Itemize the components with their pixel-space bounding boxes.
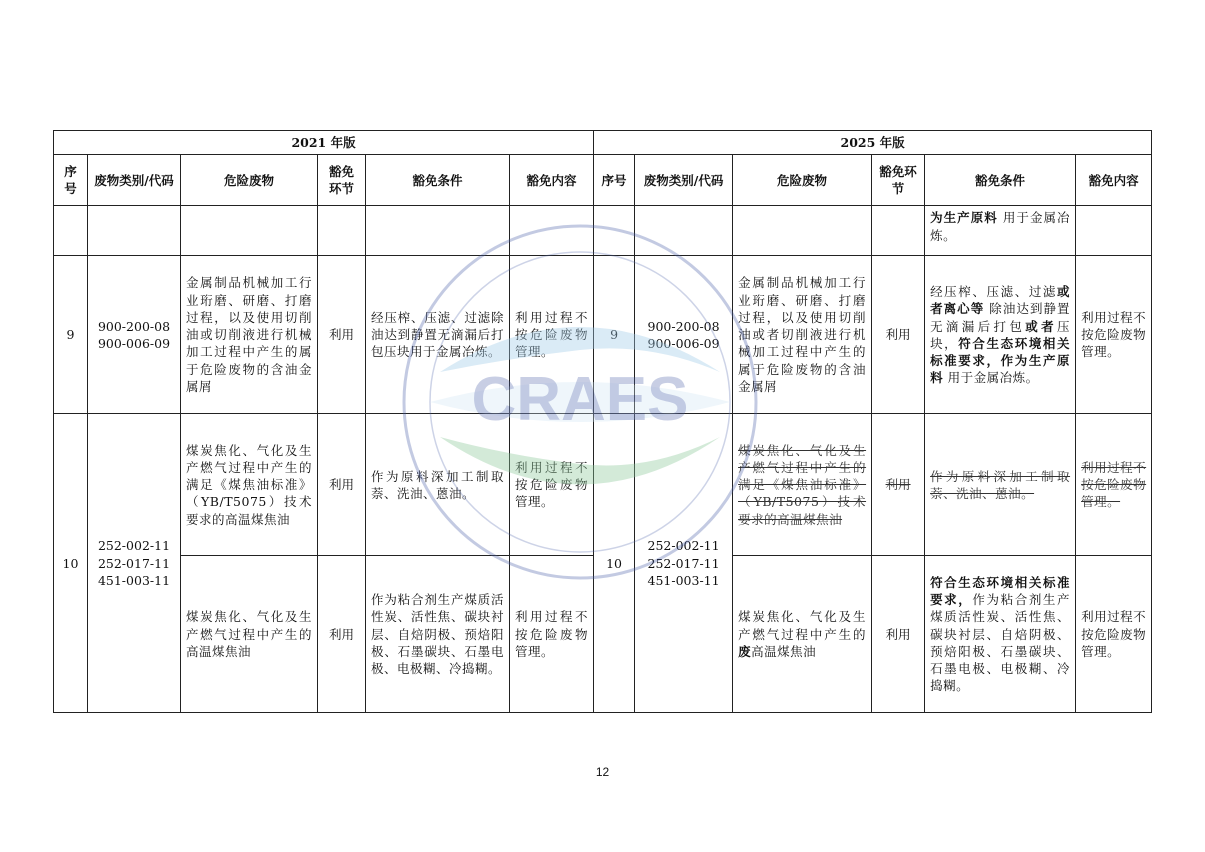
header-content-2025: 豁免内容: [1076, 155, 1152, 206]
codes-9-2025: 900-200-08 900-006-09: [635, 256, 733, 414]
waste-10a-2021: 煤炭焦化、气化及生产燃气过程中产生的满足《煤焦油标准》（YB/T5075）技术要求的高温煤焦油: [181, 414, 318, 556]
table-row-9: [54, 256, 1152, 414]
content-9-2025: 利用过程不按危险废物管理。: [1076, 256, 1152, 414]
stage-9-2021: 利用: [318, 256, 366, 414]
stage-10a-2021: 利用: [318, 414, 366, 556]
header-stage-2021: 豁免环节: [318, 155, 366, 206]
header-category-2025: 废物类别/代码: [635, 155, 733, 206]
conditions-10b-2025: 符合生态环境相关标准要求，作为粘合剂生产煤质活性炭、活性焦、碳块衬层、自焙阴极、预焙阳极、石墨碳块、石墨电极、电极糊、冷捣糊。: [925, 556, 1076, 713]
stage-10b-2025: 利用: [872, 556, 925, 713]
content-10a-2025-deleted: 利用过程不按危险废物管理。: [1076, 414, 1152, 556]
exemption-comparison-table: [53, 130, 1152, 713]
watermark-logo-text: CRAES: [471, 365, 689, 434]
waste-10b-2025: 煤炭焦化、气化及生产燃气过程中产生的废高温煤焦油: [733, 556, 872, 713]
cont-conditions-2025: 为生产原料 用于金属冶炼。: [925, 206, 1076, 256]
version-header-row: [54, 131, 1152, 155]
waste-10b-2021: 煤炭焦化、气化及生产燃气过程中产生的高温煤焦油: [181, 556, 318, 713]
header-content-2021: 豁免内容: [510, 155, 594, 206]
codes-10-2021: 252-002-11 252-017-11 451-003-11: [88, 414, 181, 713]
seq-9-2021: 9: [54, 256, 88, 414]
seq-10-2025: 10: [594, 414, 635, 713]
continuation-row: [54, 206, 1152, 256]
conditions-9-2025: 经压榨、压滤、过滤或者离心等 除油达到静置无滴漏后打包或者压块，符合生态环境相关标准要求，作为生产原料 用于金属冶炼。: [925, 256, 1076, 414]
version-2021: 2021 年版: [54, 131, 594, 155]
content-10b-2025: 利用过程不按危险废物管理。: [1076, 556, 1152, 713]
content-10a-2021: 利用过程不按危险废物管理。: [510, 414, 594, 556]
conditions-9-2021: 经压榨、压滤、过滤除油达到静置无滴漏后打包压块用于金属冶炼。: [366, 256, 510, 414]
header-conditions-2021: 豁免条件: [366, 155, 510, 206]
header-seq-2021: 序号: [54, 155, 88, 206]
seq-10-2021: 10: [54, 414, 88, 713]
waste-10a-2025-deleted: 煤炭焦化、气化及生产燃气过程中产生的满足《煤焦油标准》（YB/T5075）技术要求的高温煤焦油: [733, 414, 872, 556]
codes-9-2021: 900-200-08 900-006-09: [88, 256, 181, 414]
table-row-10a: [54, 414, 1152, 556]
conditions-10b-2021: 作为粘合剂生产煤质活性炭、活性焦、碳块衬层、自焙阴极、预焙阳极、石墨碳块、石墨电极、电极糊、冷捣糊。: [366, 556, 510, 713]
page-number: 12: [595, 765, 610, 779]
stage-10a-2025-deleted: 利用: [872, 414, 925, 556]
conditions-10a-2025-deleted: 作为原料深加工制取萘、洗油、蒽油。: [925, 414, 1076, 556]
header-stage-2025: 豁免环节: [872, 155, 925, 206]
header-waste-2021: 危险废物: [181, 155, 318, 206]
stage-9-2025: 利用: [872, 256, 925, 414]
header-waste-2025: 危险废物: [733, 155, 872, 206]
waste-9-2025: 金属制品机械加工行业珩磨、研磨、打磨过程，以及使用切削油或者切削液进行机械加工过程中产生的属于危险废物的含油金属屑: [733, 256, 872, 414]
version-2025: 2025 年版: [594, 131, 1152, 155]
header-conditions-2025: 豁免条件: [925, 155, 1076, 206]
content-10b-2021: 利用过程不按危险废物管理。: [510, 556, 594, 713]
content-9-2021: 利用过程不按危险废物管理。: [510, 256, 594, 414]
stage-10b-2021: 利用: [318, 556, 366, 713]
column-header-row: [54, 155, 1152, 206]
conditions-10a-2021: 作为原料深加工制取萘、洗油、蒽油。: [366, 414, 510, 556]
waste-9-2021: 金属制品机械加工行业珩磨、研磨、打磨过程，以及使用切削油或切削液进行机械加工过程中产生的属于危险废物的含油金属屑: [181, 256, 318, 414]
codes-10-2025: 252-002-11 252-017-11 451-003-11: [635, 414, 733, 713]
header-seq-2025: 序号: [594, 155, 635, 206]
seq-9-2025: 9: [594, 256, 635, 414]
header-category-2021: 废物类别/代码: [88, 155, 181, 206]
